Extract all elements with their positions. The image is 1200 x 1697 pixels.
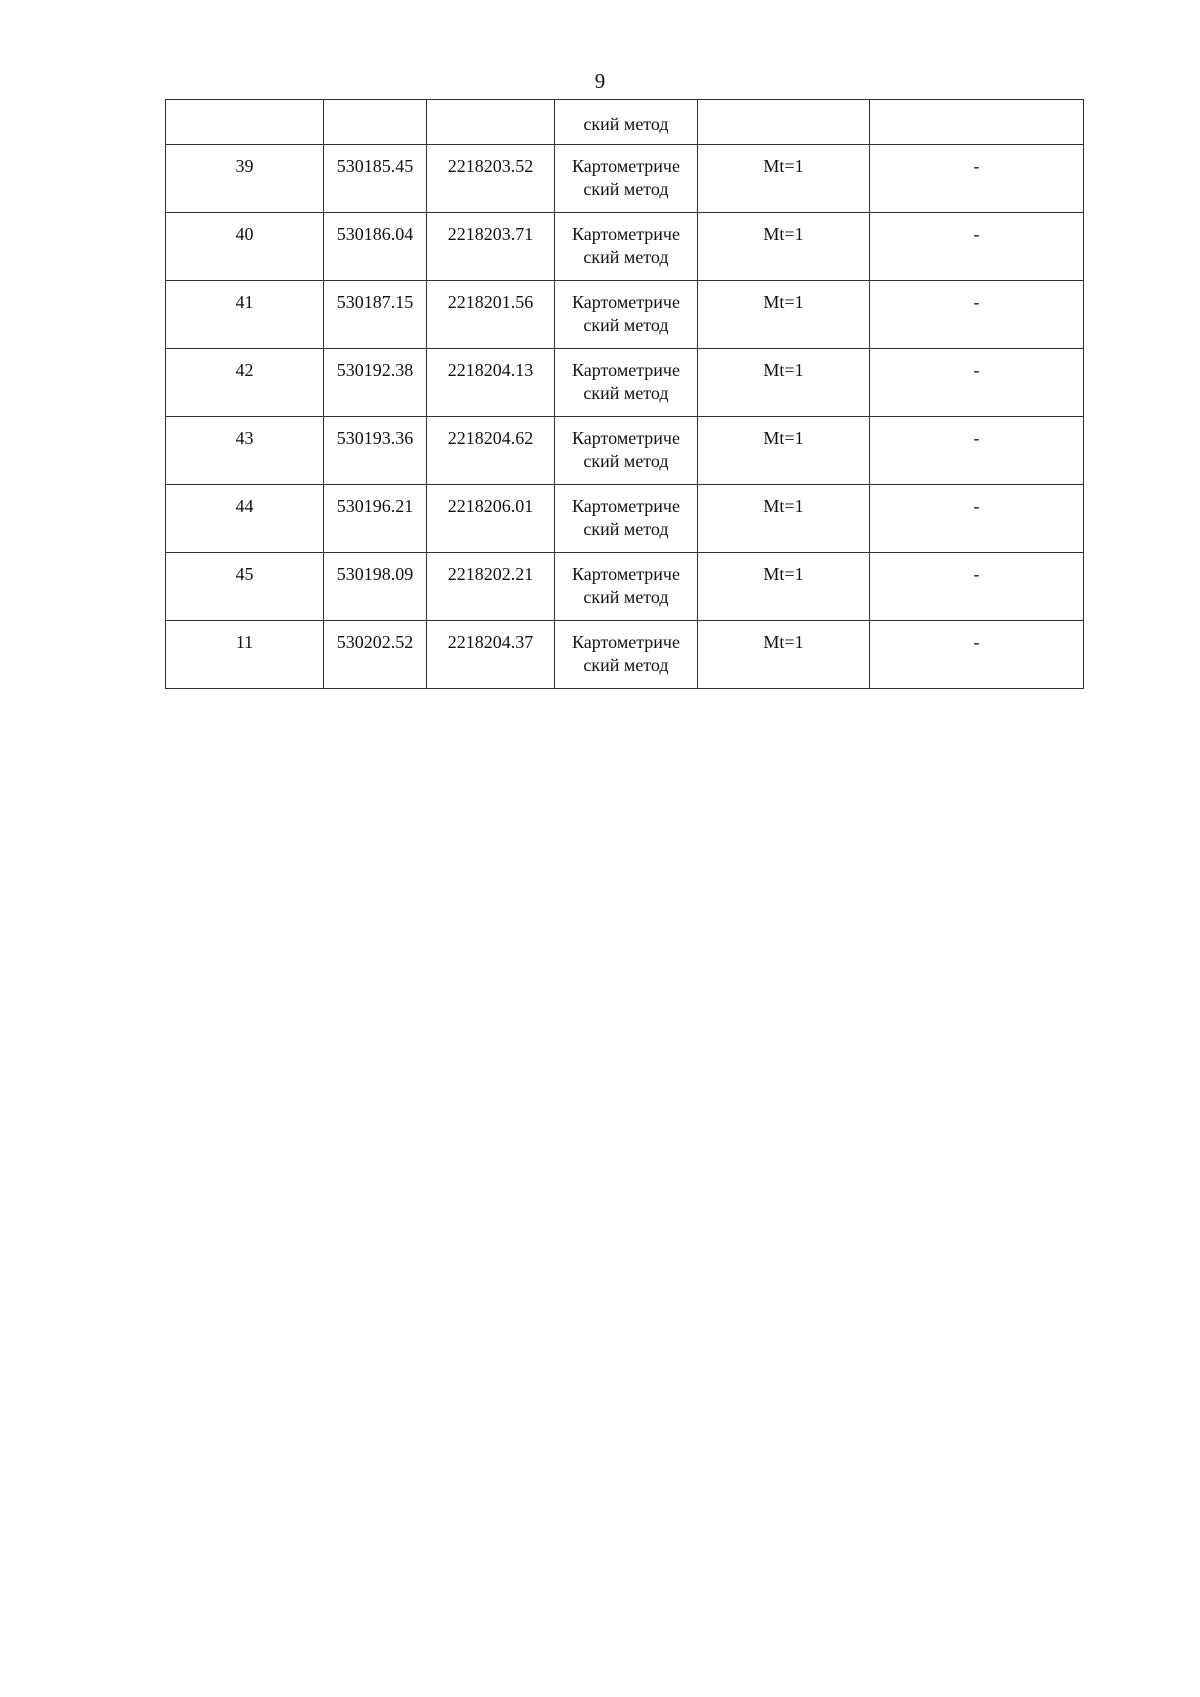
- cell-description: [870, 100, 1084, 145]
- cell-description: -: [870, 349, 1084, 417]
- method-line-1: Картометриче: [572, 496, 680, 516]
- cell-method: [555, 281, 698, 349]
- method-line-1: Картометриче: [572, 564, 680, 584]
- cell-method: [555, 621, 698, 689]
- method-line-1: Картометриче: [572, 292, 680, 312]
- method-line-1: Картометриче: [572, 156, 680, 176]
- table-row: [166, 417, 1084, 485]
- page-number: 9: [594, 69, 606, 93]
- cell-y: 2218204.37: [427, 621, 555, 689]
- cell-accuracy: Mt=1: [698, 417, 870, 485]
- cell-method: [555, 417, 698, 485]
- cell-point: [166, 100, 324, 145]
- cell-description: -: [870, 485, 1084, 553]
- coordinates-table-body: [166, 100, 1084, 689]
- table-row: [166, 213, 1084, 281]
- cell-y: 2218201.56: [427, 281, 555, 349]
- cell-point: 11: [166, 621, 324, 689]
- method-line-2: ский метод: [583, 383, 669, 403]
- cell-point: 41: [166, 281, 324, 349]
- cell-description: -: [870, 213, 1084, 281]
- cell-accuracy: Mt=1: [698, 281, 870, 349]
- cell-description: -: [870, 621, 1084, 689]
- cell-y: 2218203.71: [427, 213, 555, 281]
- coordinates-table: [165, 99, 1084, 689]
- method-line-1: Картометриче: [572, 224, 680, 244]
- method-line-2: ский метод: [583, 247, 669, 267]
- cell-x: 530202.52: [324, 621, 427, 689]
- method-line-1: Картометриче: [572, 632, 680, 652]
- cell-y: 2218204.62: [427, 417, 555, 485]
- cell-y: 2218204.13: [427, 349, 555, 417]
- cell-description: -: [870, 417, 1084, 485]
- cell-x: 530193.36: [324, 417, 427, 485]
- cell-accuracy: [698, 100, 870, 145]
- method-line-1: Картометриче: [572, 360, 680, 380]
- cell-y: 2218203.52: [427, 145, 555, 213]
- cell-method: [555, 349, 698, 417]
- cell-accuracy: Mt=1: [698, 485, 870, 553]
- cell-x: 530186.04: [324, 213, 427, 281]
- cell-accuracy: Mt=1: [698, 349, 870, 417]
- cell-description: -: [870, 281, 1084, 349]
- table-row: [166, 349, 1084, 417]
- cell-x: 530196.21: [324, 485, 427, 553]
- cell-accuracy: Mt=1: [698, 145, 870, 213]
- method-line-1: Картометриче: [572, 428, 680, 448]
- cell-method: [555, 485, 698, 553]
- table-row-continuation: [166, 100, 1084, 145]
- method-line-2: ский метод: [583, 315, 669, 335]
- table-row: [166, 621, 1084, 689]
- method-line-2: ский метод: [583, 179, 669, 199]
- cell-y: 2218202.21: [427, 553, 555, 621]
- cell-method: [555, 145, 698, 213]
- cell-point: 40: [166, 213, 324, 281]
- cell-method: ский метод: [555, 100, 698, 145]
- cell-y: 2218206.01: [427, 485, 555, 553]
- cell-accuracy: Mt=1: [698, 621, 870, 689]
- method-line-2: ский метод: [583, 519, 669, 539]
- cell-y: [427, 100, 555, 145]
- cell-x: 530187.15: [324, 281, 427, 349]
- method-line-2: ский метод: [583, 587, 669, 607]
- method-line-2: ский метод: [583, 655, 669, 675]
- cell-point: 43: [166, 417, 324, 485]
- cell-point: 42: [166, 349, 324, 417]
- table-row: [166, 553, 1084, 621]
- cell-x: [324, 100, 427, 145]
- table-row: [166, 281, 1084, 349]
- cell-method: [555, 213, 698, 281]
- method-line-2: ский метод: [583, 451, 669, 471]
- cell-accuracy: Mt=1: [698, 213, 870, 281]
- cell-x: 530185.45: [324, 145, 427, 213]
- table-row: [166, 145, 1084, 213]
- table-row: [166, 485, 1084, 553]
- cell-x: 530192.38: [324, 349, 427, 417]
- cell-description: -: [870, 145, 1084, 213]
- cell-point: 45: [166, 553, 324, 621]
- cell-description: -: [870, 553, 1084, 621]
- cell-accuracy: Mt=1: [698, 553, 870, 621]
- cell-x: 530198.09: [324, 553, 427, 621]
- cell-point: 44: [166, 485, 324, 553]
- cell-method: [555, 553, 698, 621]
- cell-point: 39: [166, 145, 324, 213]
